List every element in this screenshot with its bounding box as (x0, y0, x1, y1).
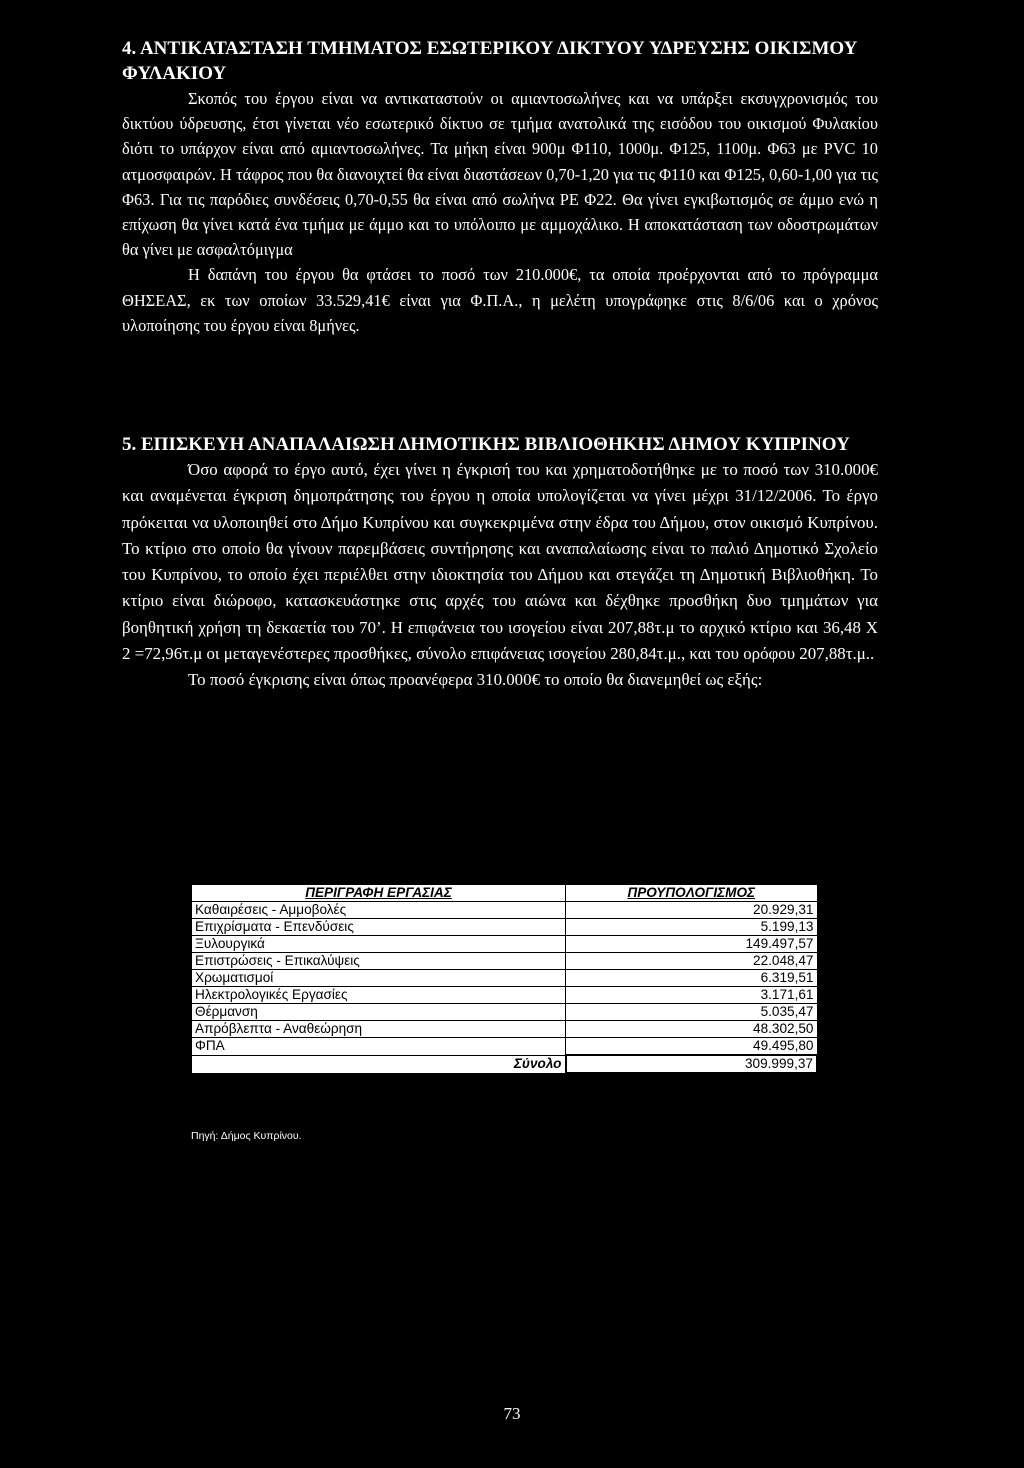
row-description: Επιχρίσματα - Επενδύσεις (192, 919, 566, 936)
table-row (192, 953, 818, 970)
section-4 (122, 36, 878, 338)
row-amount: 20.929,31 (566, 902, 818, 919)
row-amount: 6.319,51 (566, 970, 818, 987)
row-amount: 149.497,57 (566, 936, 818, 953)
table-row (192, 970, 818, 987)
row-amount: 22.048,47 (566, 953, 818, 970)
table-row (192, 987, 818, 1004)
row-amount: 5.199,13 (566, 919, 818, 936)
table-row (192, 919, 818, 936)
table-header-row (192, 885, 818, 902)
row-description: Επιστρώσεις - Επικαλύψεις (192, 953, 566, 970)
section-5-title: 5. ΕΠΙΣΚΕΥΗ ΑΝΑΠΑΛΑΙΩΣΗ ΔΗΜΟΤΙΚΗΣ ΒΙΒΛΙΟΘΗΚΗΣ ΔΗΜΟΥ ΚΥΠΡΙΝΟΥ (122, 434, 850, 455)
section-5 (122, 432, 878, 694)
row-amount: 49.495,80 (566, 1038, 818, 1056)
header-budget: ΠΡΟΥΠΟΛΟΓΙΣΜΟΣ (566, 885, 818, 902)
total-label: Σύνολο (192, 1055, 566, 1073)
row-description: Απρόβλεπτα - Αναθεώρηση (192, 1021, 566, 1038)
table-row (192, 1004, 818, 1021)
total-amount: 309.999,37 (566, 1055, 818, 1073)
row-description: Καθαιρέσεις - Αμμοβολές (192, 902, 566, 919)
row-description: Ηλεκτρολογικές Εργασίες (192, 987, 566, 1004)
source-note: Πηγή: Δήμος Κυπρίνου. (191, 1130, 302, 1142)
table-row (192, 1038, 818, 1056)
section-5-paragraph-1: Όσο αφορά το έργο αυτό, έχει γίνει η έγκρισή του και χρηματοδοτήθηκε με το ποσό των 310.000€ και αναμένεται έγκριση δημοπράτησης του έργου η οποία υπολογίζεται να γίνει μέχρι 31/12/2006. Το έργο πρόκειται να υλοποιηθεί στο Δήμο Κυπρίνου και συγκεκριμένα στην έδρα του Δήμου, στον οικισμό Κυπρίνου. Το κτίριο στο οποίο θα γίνουν παρεμβάσεις συντήρησης και αναπαλαίωσης είναι το παλιό Δημοτικό Σχολείο του Κυπρίνου, το οποίο έχει περιέλθει στην ιδιοκτησία του Δήμου και στεγάζει τη Δημοτική Βιβλιοθήκη. Το κτίριο είναι διώροφο, κατασκευάστηκε στις αρχές του αιώνα και δέχθηκε προσθήκη δυο τμημάτων για βοηθητική χρήση τη δεκαετία του 70’. Η επιφάνεια του ισογείου είναι 207,88τ.μ το αρχικό κτίριο και 36,48 X 2 =72,96τ.μ οι μεταγενέστερες προσθήκες, σύνολο επιφάνειας ισογείου 280,84τ.μ., και του ορόφου 207,88τ.μ.. (122, 460, 878, 664)
section-4-title: 4. ΑΝΤΙΚΑΤΑΣΤΑΣΗ ΤΜΗΜΑΤΟΣ ΕΣΩΤΕΡΙΚΟΥ ΔΙΚΤΥΟΥ ΥΔΡΕΥΣΗΣ ΟΙΚΙΣΜΟΥ ΦΥΛΑΚΙΟΥ (122, 38, 858, 84)
table-row (192, 1021, 818, 1038)
section-4-paragraph-2: Η δαπάνη του έργου θα φτάσει το ποσό των 210.000€, τα οποία προέρχονται από το πρόγραμμα ΘΗΣΕΑΣ, εκ των οποίων 33.529,41€ είναι για Φ.Π.Α., η μελέτη υπογράφηκε στις 8/6/06 και ο χρόνος υλοποίησης του έργου είναι 8μήνες. (122, 265, 878, 335)
row-description: Χρωματισμοί (192, 970, 566, 987)
row-description: Θέρμανση (192, 1004, 566, 1021)
row-amount: 5.035,47 (566, 1004, 818, 1021)
section-4-paragraph-1: Σκοπός του έργου είναι να αντικαταστούν οι αμιαντοσωλήνες και να υπάρξει εκσυγχρονισμός του δικτύου ύδρευσης, έτσι γίνεται νέο εσωτερικό δίκτυο σε τμήμα ανατολικά της εισόδου του οικισμού Φυλακίου διότι το υπάρχον είναι από αμιαντοσωλήνες. Τα μήκη είναι 900μ Φ110, 1000μ. Φ125, 1100μ. Φ63 με PVC 10 ατμοσφαιρών. Η τάφρος που θα διανοιχτεί θα είναι διαστάσεων 0,70-1,20 για τις Φ110 και Φ125, 0,60-1,00 για τις Φ63. Για τις παρόδιες συνδέσεις 0,70-0,55 θα είναι από σωλήνα PE Φ22. Θα γίνει εγκιβωτισμός σε άμμο ενώ η επίχωση θα γίνει κατά ένα τμήμα με άμμο και το υπόλοιπο με αμμοχάλικο. Η αποκατάσταση των οδοστρωμάτων θα γίνει με ασφαλτόμιγμα (122, 89, 878, 260)
table-row (192, 902, 818, 919)
header-description: ΠΕΡΙΓΡΑΦΗ ΕΡΓΑΣΙΑΣ (192, 885, 566, 902)
table-row (192, 936, 818, 953)
row-description: ΦΠΑ (192, 1038, 566, 1056)
row-amount: 3.171,61 (566, 987, 818, 1004)
row-description: Ξυλουργικά (192, 936, 566, 953)
page-number: 73 (503, 1404, 521, 1423)
budget-table (191, 884, 818, 1074)
row-amount: 48.302,50 (566, 1021, 818, 1038)
section-5-paragraph-2: Το ποσό έγκρισης είναι όπως προανέφερα 310.000€ το οποίο θα διανεμηθεί ως εξής: (188, 670, 763, 690)
table-total-row (192, 1055, 818, 1073)
